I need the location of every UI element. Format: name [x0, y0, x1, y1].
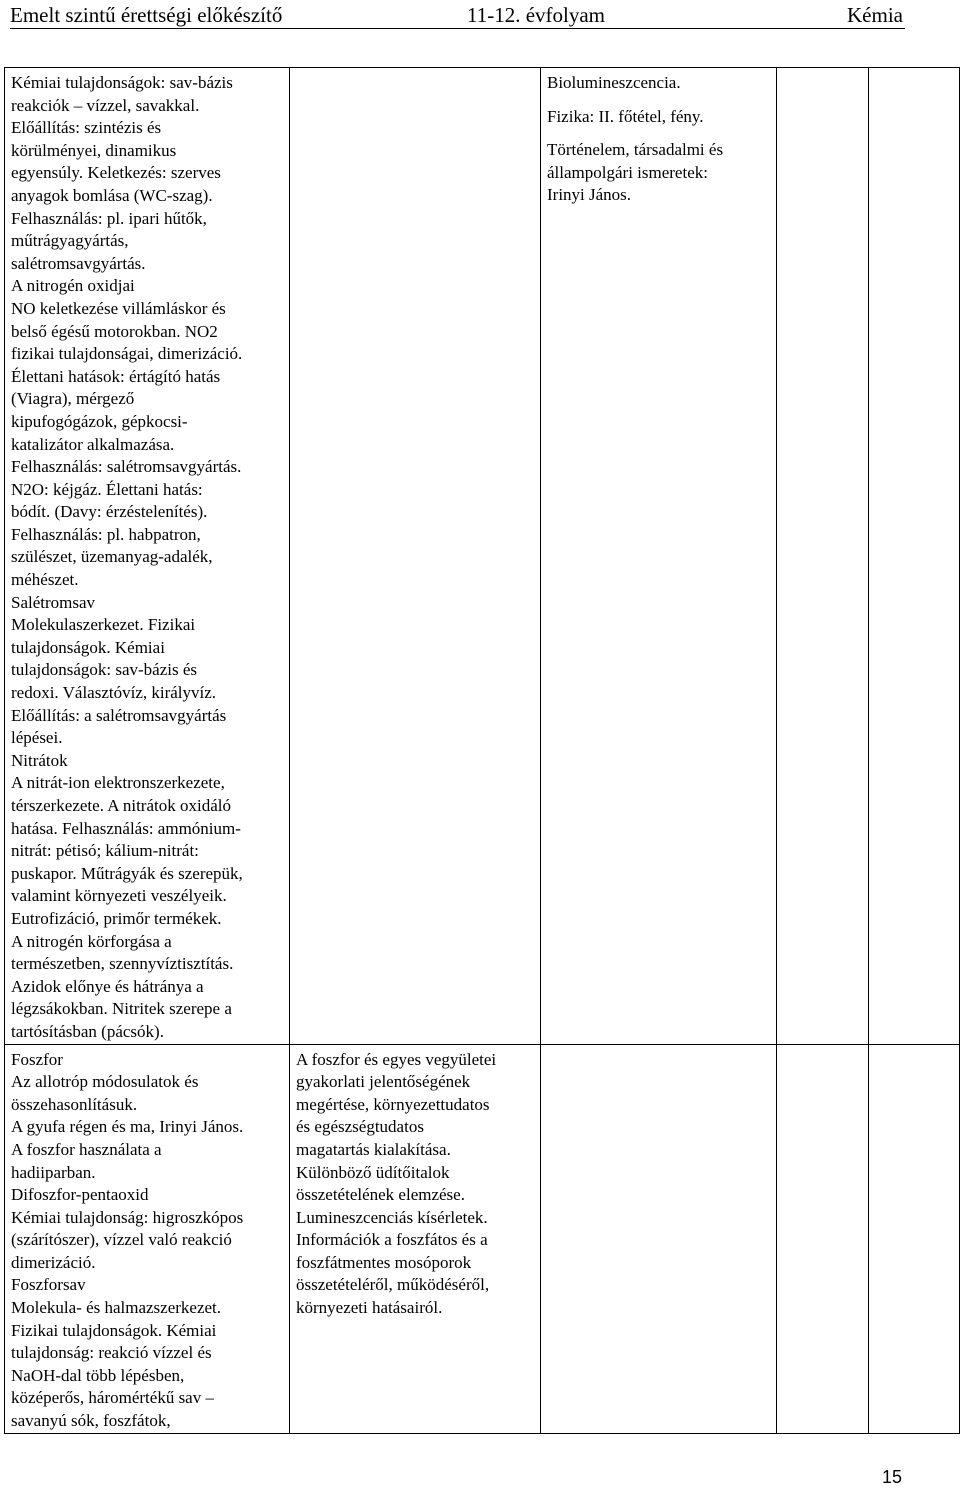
page-number: 15	[881, 1467, 902, 1487]
text-line: Felhasználás: pl. ipari hűtők,	[11, 208, 207, 228]
text-line: összetételéről, működéséről,	[296, 1275, 490, 1295]
connection-line: Irinyi János.	[547, 185, 632, 205]
text-line: bódít. (Davy: érzéstelenítés).	[11, 502, 208, 522]
text-line: környezeti hatásairól.	[296, 1298, 443, 1318]
text-line: és egészségtudatos	[296, 1117, 424, 1137]
text-line: valamint környezeti veszélyeik.	[11, 886, 227, 906]
header-grade: 11-12. évfolyam	[467, 3, 606, 27]
text-line: Kémiai tulajdonság: higroszkópos	[11, 1207, 244, 1227]
text-line: Eutrofizáció, primőr termékek.	[11, 908, 222, 928]
text-line: hatása. Felhasználás: ammónium-	[11, 818, 241, 838]
text-line: Molekula- és halmazszerkezet.	[11, 1298, 222, 1318]
text-line: Salétromsav	[11, 592, 96, 612]
text-line: lépései.	[11, 728, 63, 748]
text-line: Difoszfor-pentaoxid	[11, 1185, 149, 1205]
text-line: anyagok bomlása (WC-szag).	[11, 185, 213, 205]
text-line: tulajdonság: reakció vízzel és	[11, 1343, 212, 1363]
goals-cell-phosphorus	[290, 1044, 541, 1433]
text-line: reakciók – vízzel, savakkal.	[11, 95, 200, 115]
text-line: Foszforsav	[11, 1275, 86, 1295]
text-line: Kémiai tulajdonságok: sav-bázis	[11, 73, 233, 92]
text-line: méhészet.	[11, 570, 79, 590]
text-line: foszfátmentes mosóporok	[296, 1252, 472, 1272]
text-line: Felhasználás: pl. habpatron,	[11, 524, 201, 544]
connection-line: állampolgári ismeretek:	[547, 162, 708, 182]
text-line: egyensúly. Keletkezés: szerves	[11, 163, 221, 183]
text-line: Felhasználás: salétromsavgyártás.	[11, 457, 242, 477]
text-line: gyakorlati jelentőségének	[296, 1072, 471, 1092]
content-cell-phosphorus	[5, 1044, 290, 1433]
content-cell-nitrogen	[5, 68, 290, 1045]
text-line: (szárítószer), vízzel való reakció	[11, 1230, 232, 1250]
text-line: A nitrát-ion elektronszerkezete,	[11, 773, 225, 793]
text-line: Foszfor	[11, 1049, 63, 1069]
page-header	[10, 0, 905, 29]
connection-line: Biolumineszcencia.	[547, 73, 681, 92]
text-line: A foszfor használata a	[11, 1139, 162, 1159]
text-line: Különböző üdítőitalok	[296, 1162, 450, 1182]
text-line: kipufogógázok, gépkocsi-	[11, 411, 188, 431]
nitrogen-text	[11, 72, 283, 1044]
text-line: légzsákokban. Nitritek szerepe a	[11, 999, 232, 1019]
empty-cell	[869, 1044, 960, 1433]
text-line: katalizátor alkalmazása.	[11, 434, 175, 454]
text-line: N2O: kéjgáz. Élettani hatás:	[11, 479, 203, 499]
header-subject: Kémia	[847, 3, 903, 27]
text-line: tulajdonságok. Kémiai	[11, 637, 165, 657]
text-line: Lumineszcenciás kísérletek.	[296, 1207, 488, 1227]
text-line: tartósításban (pácsók).	[11, 1021, 164, 1041]
text-line: térszerkezete. A nitrátok oxidáló	[11, 796, 231, 815]
text-line: Molekulaszerkezet. Fizikai	[11, 615, 196, 635]
phosphorus-goals	[296, 1049, 534, 1320]
text-line: NO keletkezése villámláskor és	[11, 298, 226, 318]
curriculum-table	[4, 67, 960, 1434]
text-line: természetben, szennyvíztisztítás.	[11, 954, 234, 974]
text-line: A foszfor és egyes vegyületei	[296, 1049, 497, 1069]
header-course-title: Emelt szintű érettségi előkészítő	[10, 3, 283, 27]
text-line: középerős, háromértékű sav –	[11, 1388, 214, 1408]
text-line: tulajdonságok: sav-bázis és	[11, 660, 198, 680]
text-line: körülményei, dinamikus	[11, 140, 177, 160]
text-line: Nitrátok	[11, 750, 68, 770]
connection-line: Fizika: II. főtétel, fény.	[547, 106, 704, 126]
text-line: fizikai tulajdonságai, dimerizáció.	[11, 344, 243, 364]
text-line: Fizikai tulajdonságok. Kémiai	[11, 1320, 217, 1340]
text-line: (Viagra), mérgező	[11, 389, 135, 409]
text-line: hadiiparban.	[11, 1162, 96, 1182]
empty-cell	[869, 68, 960, 1045]
table-row-phosphorus	[5, 1044, 960, 1433]
text-line: savanyú sók, foszfátok,	[11, 1411, 171, 1431]
connections-cell-nitrogen	[541, 68, 777, 1045]
text-line: Az allotróp módosulatok és	[11, 1072, 199, 1092]
text-line: összehasonlításuk.	[11, 1094, 138, 1114]
text-line: dimerizáció.	[11, 1252, 96, 1272]
text-line: Előállítás: szintézis és	[11, 118, 162, 138]
text-line: puskapor. Műtrágyák és szerepük,	[11, 863, 243, 883]
text-line: belső égésű motorokban. NO2	[11, 321, 218, 341]
text-line: redoxi. Választóvíz, királyvíz.	[11, 683, 217, 703]
text-line: magatartás kialakítása.	[296, 1139, 451, 1159]
text-line: nitrát: pétisó; kálium-nitrát:	[11, 841, 199, 861]
text-line: szülészet, üzemanyag-adalék,	[11, 547, 213, 567]
text-line: salétromsavgyártás.	[11, 253, 146, 273]
table-row-nitrogen	[5, 68, 960, 1045]
empty-cell	[777, 68, 869, 1045]
text-line: NaOH-dal több lépésben,	[11, 1365, 185, 1385]
empty-cell	[777, 1044, 869, 1433]
connections-cell-phosphorus	[541, 1044, 777, 1433]
text-line: A nitrogén oxidjai	[11, 276, 135, 296]
text-line: műtrágyagyártás,	[11, 231, 129, 251]
text-line: Információk a foszfátos és a	[296, 1230, 488, 1250]
connection-line: Történelem, társadalmi és	[547, 140, 724, 160]
text-line: összetételének elemzése.	[296, 1185, 465, 1205]
text-line: Élettani hatások: értágító hatás	[11, 366, 221, 386]
goals-cell-nitrogen	[290, 68, 541, 1045]
text-line: A gyufa régen és ma, Irinyi János.	[11, 1117, 244, 1137]
text-line: Előállítás: a salétromsavgyártás	[11, 705, 227, 725]
text-line: A nitrogén körforgása a	[11, 931, 172, 951]
text-line: Azidok előnye és hátránya a	[11, 976, 204, 996]
text-line: megértése, környezettudatos	[296, 1094, 490, 1114]
phosphorus-text	[11, 1049, 283, 1433]
